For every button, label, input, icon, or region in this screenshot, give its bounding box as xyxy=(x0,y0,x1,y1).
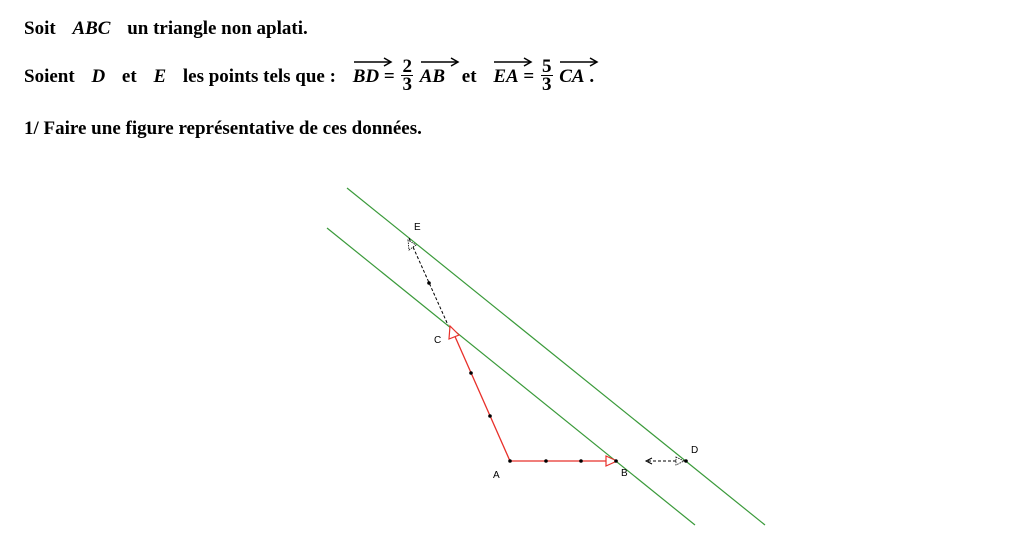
equals-sign-1: = xyxy=(383,65,395,87)
triangle-description: un triangle non aplati. xyxy=(127,18,308,39)
label-e: E xyxy=(414,222,421,233)
parallel-line-bd xyxy=(327,228,695,525)
point-d-name: D xyxy=(91,65,106,87)
point-e-name: E xyxy=(153,65,167,87)
fraction-denominator: 3 xyxy=(542,74,552,95)
vector-ea: EA xyxy=(493,66,518,88)
label-b: B xyxy=(621,468,628,479)
label-c: C xyxy=(434,335,442,346)
equals-sign-2: = xyxy=(523,65,535,87)
vector-ab: AB xyxy=(420,66,445,88)
soient-word: Soient xyxy=(24,65,75,87)
et-word-1: et xyxy=(121,65,137,87)
point-b xyxy=(614,459,618,463)
fraction-numerator: 5 xyxy=(542,56,552,77)
final-period: . xyxy=(589,65,595,87)
vector-ec-marker xyxy=(408,240,416,250)
label-a: A xyxy=(493,470,500,481)
vector-ac-arrowhead xyxy=(449,326,459,339)
points-phrase: les points tels que : xyxy=(182,65,336,87)
tick-points xyxy=(427,281,688,463)
label-d: D xyxy=(691,445,699,456)
vector-bd: BD xyxy=(353,66,379,88)
vector-ca: CA xyxy=(559,66,584,88)
point-d xyxy=(684,459,688,463)
triangle-name: ABC xyxy=(72,18,111,39)
tick-point xyxy=(427,281,431,285)
fraction-denominator: 3 xyxy=(402,74,412,95)
fraction-numerator: 2 xyxy=(402,56,412,77)
tick-point xyxy=(579,459,583,463)
question-1: 1/ Faire une figure représentative de ces données. xyxy=(24,118,422,139)
et-word-2: et xyxy=(461,65,477,87)
tick-point xyxy=(544,459,548,463)
vector-ac-segment xyxy=(453,332,510,461)
soit-word: Soit xyxy=(24,18,56,39)
tick-point xyxy=(469,371,473,375)
point-a xyxy=(508,459,512,463)
tick-point xyxy=(488,414,492,418)
